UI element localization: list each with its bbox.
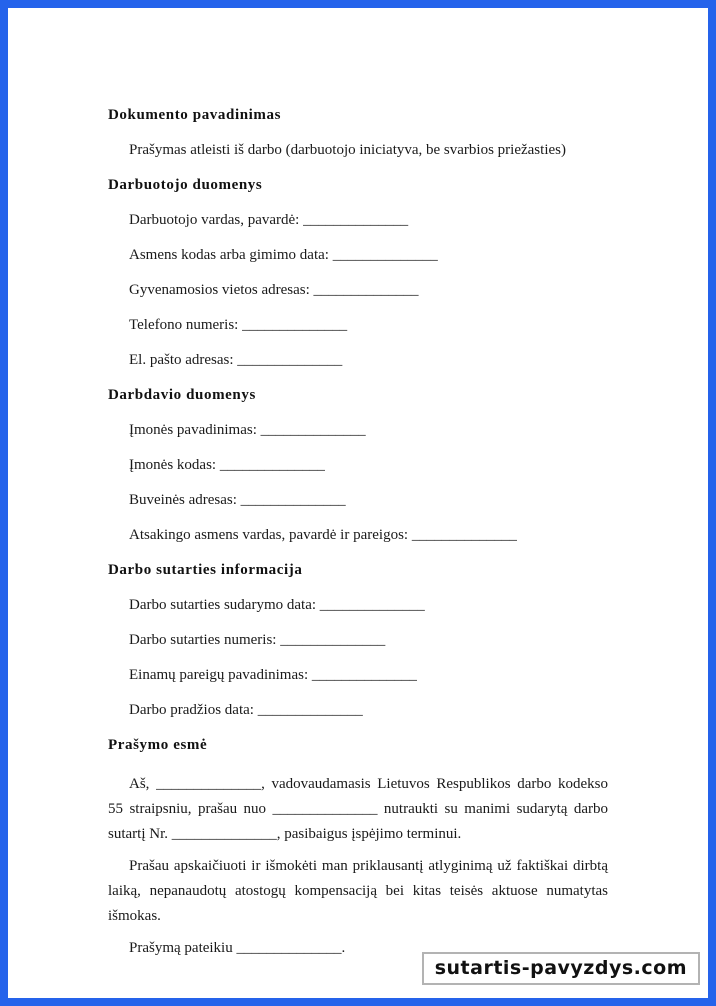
field-phone-number: Telefono numeris: ______________ [129, 317, 348, 333]
field-responsible-person: Atsakingo asmens vardas, pavardė ir pareigos: ______________ [129, 527, 517, 543]
section-heading-document-title: Dokumento pavadinimas [108, 107, 282, 123]
document-page [8, 8, 708, 998]
document-title-line: Prašymas atleisti iš darbo (darbuotojo iniciatyva, be svarbios priežasties) [129, 142, 566, 158]
section-heading-employee-data: Darbuotojo duomenys [108, 177, 263, 193]
field-employee-name: Darbuotojo vardas, pavardė: ______________ [129, 212, 409, 228]
field-position-title: Einamų pareigų pavadinimas: ______________ [129, 667, 417, 683]
field-company-name: Įmonės pavadinimas: ______________ [129, 422, 366, 438]
section-heading-request-essence: Prašymo esmė [108, 737, 208, 753]
field-employment-start-date: Darbo pradžios data: ______________ [129, 702, 363, 718]
section-heading-employer-data: Darbdavio duomenys [108, 387, 256, 403]
section-heading-contract-info: Darbo sutarties informacija [108, 562, 303, 578]
document-body [108, 107, 608, 968]
field-email-address: El. pašto adresas: ______________ [129, 352, 343, 368]
field-company-address: Buveinės adresas: ______________ [129, 492, 346, 508]
field-company-code: Įmonės kodas: ______________ [129, 457, 325, 473]
field-home-address: Gyvenamosios vietos adresas: ______________ [129, 282, 419, 298]
paragraph-submission-date: Prašymą pateikiu ______________. [129, 940, 346, 956]
watermark-badge: sutartis-pavyzdys.com [422, 952, 700, 985]
paragraph-payment-request: Prašau apskaičiuoti ir išmokėti man priklausantį atlyginimą už faktiškai dirbtą laiką, nepanaudotų atostogų kompensaciją bei kitas teisės aktuose numatytas išmokas. [108, 858, 608, 924]
field-contract-number: Darbo sutarties numeris: ______________ [129, 632, 386, 648]
paragraph-request-statement: Aš, ______________, vadovaudamasis Lietuvos Respublikos darbo kodekso 55 straipsniu, prašau nuo ______________ nutraukti su manimi sudarytą darbo sutartį Nr. ______________, pasibaigus įspėjimo terminui. [108, 776, 608, 842]
field-contract-date: Darbo sutarties sudarymo data: ______________ [129, 597, 425, 613]
field-personal-code: Asmens kodas arba gimimo data: ______________ [129, 247, 438, 263]
